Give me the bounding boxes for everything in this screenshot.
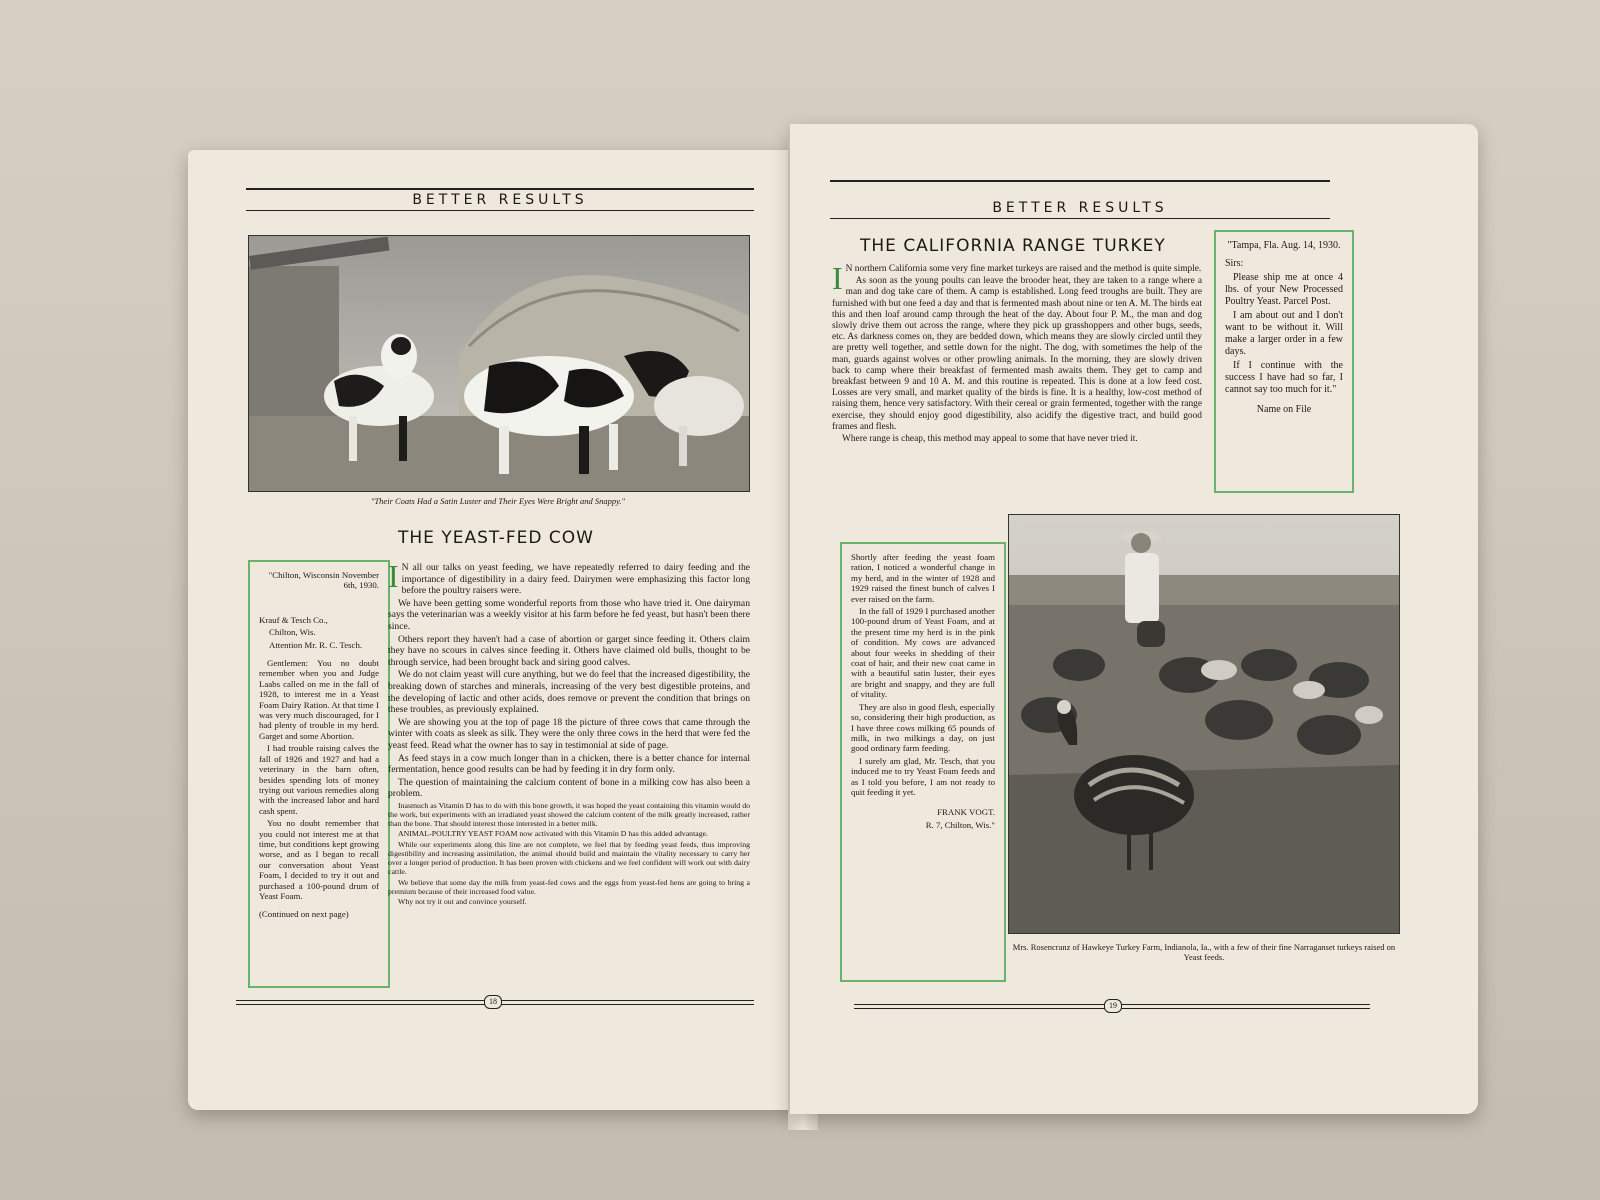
article-paragraph: We are showing you at the top of page 18 the picture of three cows that came through the winter with coats as sleek as silk. They were the only three cows in the herd that were fed the yeast feed. Read what the owner has to say in testimonial at side of page. — [388, 716, 750, 751]
article-paragraph: We do not claim yeast will cure anything, but we do feel that the increased digestibility, the breaking down of starches and minerals, increasing of the very best digestible proteins, and the developing of lactic and other acids, does remove or prevent the condition that brings on these troubles, as previously explained. — [388, 669, 750, 716]
chilton-letter-continued-box — [840, 542, 1006, 982]
right-page — [790, 124, 1478, 1114]
drop-cap: I — [832, 260, 843, 296]
header-rule-top — [830, 180, 1330, 182]
cows-photo — [248, 235, 750, 492]
tampa-signature: Name on File — [1256, 404, 1312, 415]
california-turkey-article — [832, 260, 1202, 446]
left-page — [188, 150, 808, 1110]
tampa-paragraph: I am about out and I don't want to be without it. Will make a larger order in a few days. — [1225, 310, 1343, 357]
letter-paragraph: I surely am glad, Mr. Tesch, that you induced me to try Yeast Foam feeds and as I told you before, I am not ready to quit feeding it yet. — [851, 755, 995, 797]
tampa-salutation: Sirs: — [1225, 258, 1244, 269]
running-head: BETTER RESULTS — [992, 200, 1168, 216]
article-small-paragraph: ANIMAL-POULTRY YEAST FOAM now activated with this Vitamin D has this added advantage. — [398, 829, 709, 839]
letter-paragraph: They are also in good flesh, especially so, considering their high production, as I have three cows milking 65 pounds of milk, in two milkings a day, on just good ordinary farm feeding. — [851, 701, 995, 754]
letter-paragraph: In the fall of 1929 I purchased another 100-pound drum of Yeast Foam, and at the present time my herd is in the pink of condition. My cows are advanced about four weeks in shedding of their coat of hair, and their new coat came in with a beautiful satin luster, their eyes are bright and snappy, and they are full of vitality. — [851, 606, 995, 700]
letter-paragraph: I had trouble raising calves the fall of 1926 and 1927 and had a veterinary in the barn often, besides spending lots of money trying out various remedies along with the increased labor and hard cash spent. — [259, 743, 379, 816]
article-paragraph: As soon as the young poults can leave the brooder heat, they are taken to a range where a man and dog take care of them. A camp is established. Long feed troughs are built. They are furnished with but one feed a day and that is fermented mash about nine or ten A. M. The birds eat this and then loaf around camp through the heat of the day. About four P. M., the man and dog slowly drive them out across the range, where they pick up grasshoppers and other bugs, seeds, etc. As darkness comes on, they are bedded down, which means they are slowly circled until they are pretty well together, and settle down for the night. The dog, with sometimes the help of the man, guards against wolves or other prowling animals. In the morning, they are slowly driven back to camp where their breakfast of fermented mash awaits them. They get to camp and breakfast between 9 and 10 A. M. and this routine is repeated. This is done at a low feed cost. Losses are very small, and market quality of the birds is fine. It is a healthy, low-cost method of raising them, hence very satisfactory. With their cereal or grain fermented, together with the range exercise, they should enjoy good digestibility, also acidify the digestive tract, and build good frames and flesh. — [832, 276, 1202, 432]
letter-continued-note: (Continued on next page) — [259, 909, 349, 920]
running-head: BETTER RESULTS — [412, 192, 588, 208]
cows-photo-image — [249, 236, 749, 491]
page-number: 18 — [484, 995, 502, 1009]
article-small-paragraph: Inasmuch as Vitamin D has to do with this bone growth, it was hoped the yeast containing this vitamin would do the work, but experiments with an irradiated yeast showed the calcium content of the milk greatly increased, rather than the bone. That should interest those interested in a better milk. — [388, 800, 750, 829]
tampa-paragraph: If I continue with the success I have had so far, I cannot say too much for it." — [1225, 360, 1343, 395]
turkey-photo-caption: Mrs. Rosencranz of Hawkeye Turkey Farm, Indianola, Ia., with a few of their fine Narraganset turkeys raised on Yeast feeds. — [1012, 942, 1396, 962]
article-small-paragraph: We believe that some day the milk from yeast-fed cows and the eggs from yeast-fed hens are going to bring a premium because of their increased food value. — [388, 877, 750, 896]
page-number: 19 — [1104, 999, 1122, 1013]
header-rule-top — [246, 188, 754, 190]
tampa-letter-box — [1214, 230, 1354, 493]
california-range-turkey-title: THE CALIFORNIA RANGE TURKEY — [860, 236, 1166, 256]
letter-paragraph: Gentlemen: You no doubt remember when you and Judge Laabs called on me in the fall of 1928, to interest me in a Yeast Foam Dairy Ration. At that time I was very much discouraged, for I had plenty of trouble in my herd. Garget and some Abortion. — [259, 658, 379, 741]
article-small-paragraph: Why not try it out and convince yourself. — [398, 896, 527, 906]
article-paragraph: The question of maintaining the calcium content of bone in a milking cow has also been a problem. — [388, 776, 750, 800]
header-rule-bottom — [830, 218, 1330, 219]
yeast-fed-cow-title: THE YEAST-FED COW — [398, 528, 594, 548]
letter-paragraph: You no doubt remember that you could not interest me at that time, but conditions kept growing worse, and as I began to recall our conversation about Yeast Foam, I decided to try it out and purchased a 100-pound drum of Yeast Foam. — [259, 818, 379, 901]
article-paragraph: As feed stays in a cow much longer than in a chicken, there is a better chance for internal fermentation, hence good results can be had by feeding it in dry form only. — [388, 752, 750, 776]
cows-photo-caption: "Their Coats Had a Satin Luster and Their Eyes Were Bright and Snappy." — [370, 496, 626, 506]
article-paragraph: Where range is cheap, this method may appeal to some that have never tried it. — [842, 434, 1138, 445]
article-paragraph: N northern California some very fine market turkeys are raised and the method is quite simple. — [845, 264, 1202, 274]
tampa-paragraph: Please ship me at once 4 lbs. of your New Processed Poultry Yeast. Parcel Post. — [1225, 272, 1343, 307]
drop-cap: I — [388, 558, 399, 594]
open-booklet — [188, 120, 1478, 1130]
article-paragraph: Others report they haven't had a case of abortion or garget since feeding it. Others claim they have no scours in calves since feeding it. Others have claimed old bulls, thought to be through service, had been brought back and siring good calves. — [388, 633, 750, 668]
letter-address-line: Krauf & Tesch Co., — [259, 614, 328, 625]
turkey-farm-photo — [1008, 514, 1400, 934]
letter-paragraph: Shortly after feeding the yeast foam ration, I noticed a wonderful change in my herd, and in the winter of 1928 and 1929 raised the finest bunch of calves I ever raised on the farm. — [851, 552, 995, 604]
letter-signature-address: R. 7, Chilton, Wis." — [925, 819, 995, 830]
tampa-dateline: "Tampa, Fla. Aug. 14, 1930. — [1227, 240, 1341, 251]
article-paragraph: N all our talks on yeast feeding, we have repeatedly referred to dairy feeding and the importance of digestibility in a dairy feed. Dairymen were emphasizing this factor long before the poultry raisers were. — [401, 562, 750, 597]
letter-address-line: Chilton, Wis. — [269, 627, 316, 638]
letter-dateline: "Chilton, Wisconsin November 6th, 1930. — [268, 570, 379, 591]
article-paragraph: We have been getting some wonderful reports from those who have tried it. One dairyman says the veterinarian was a weekly visitor at his farm before he fed yeast, but hasn't been there since. — [388, 597, 750, 632]
yeast-fed-cow-article — [388, 558, 750, 907]
chilton-letter-box — [248, 560, 390, 988]
article-small-paragraph: While our experiments along this line are not complete, we feel that by feeding yeast feeds, thus improving digestibility and increasing assimilation, the animal should build and maintain the vitality necessary to carry her over a longer period of production. It has been proven with chickens and we feel confident will work out with dairy cattle. — [388, 839, 750, 877]
turkey-farm-photo-image — [1009, 515, 1399, 933]
letter-address-line: Attention Mr. R. C. Tesch. — [269, 639, 363, 650]
header-rule-bottom — [246, 210, 754, 211]
letter-signature-name: FRANK VOGT. — [937, 807, 995, 818]
